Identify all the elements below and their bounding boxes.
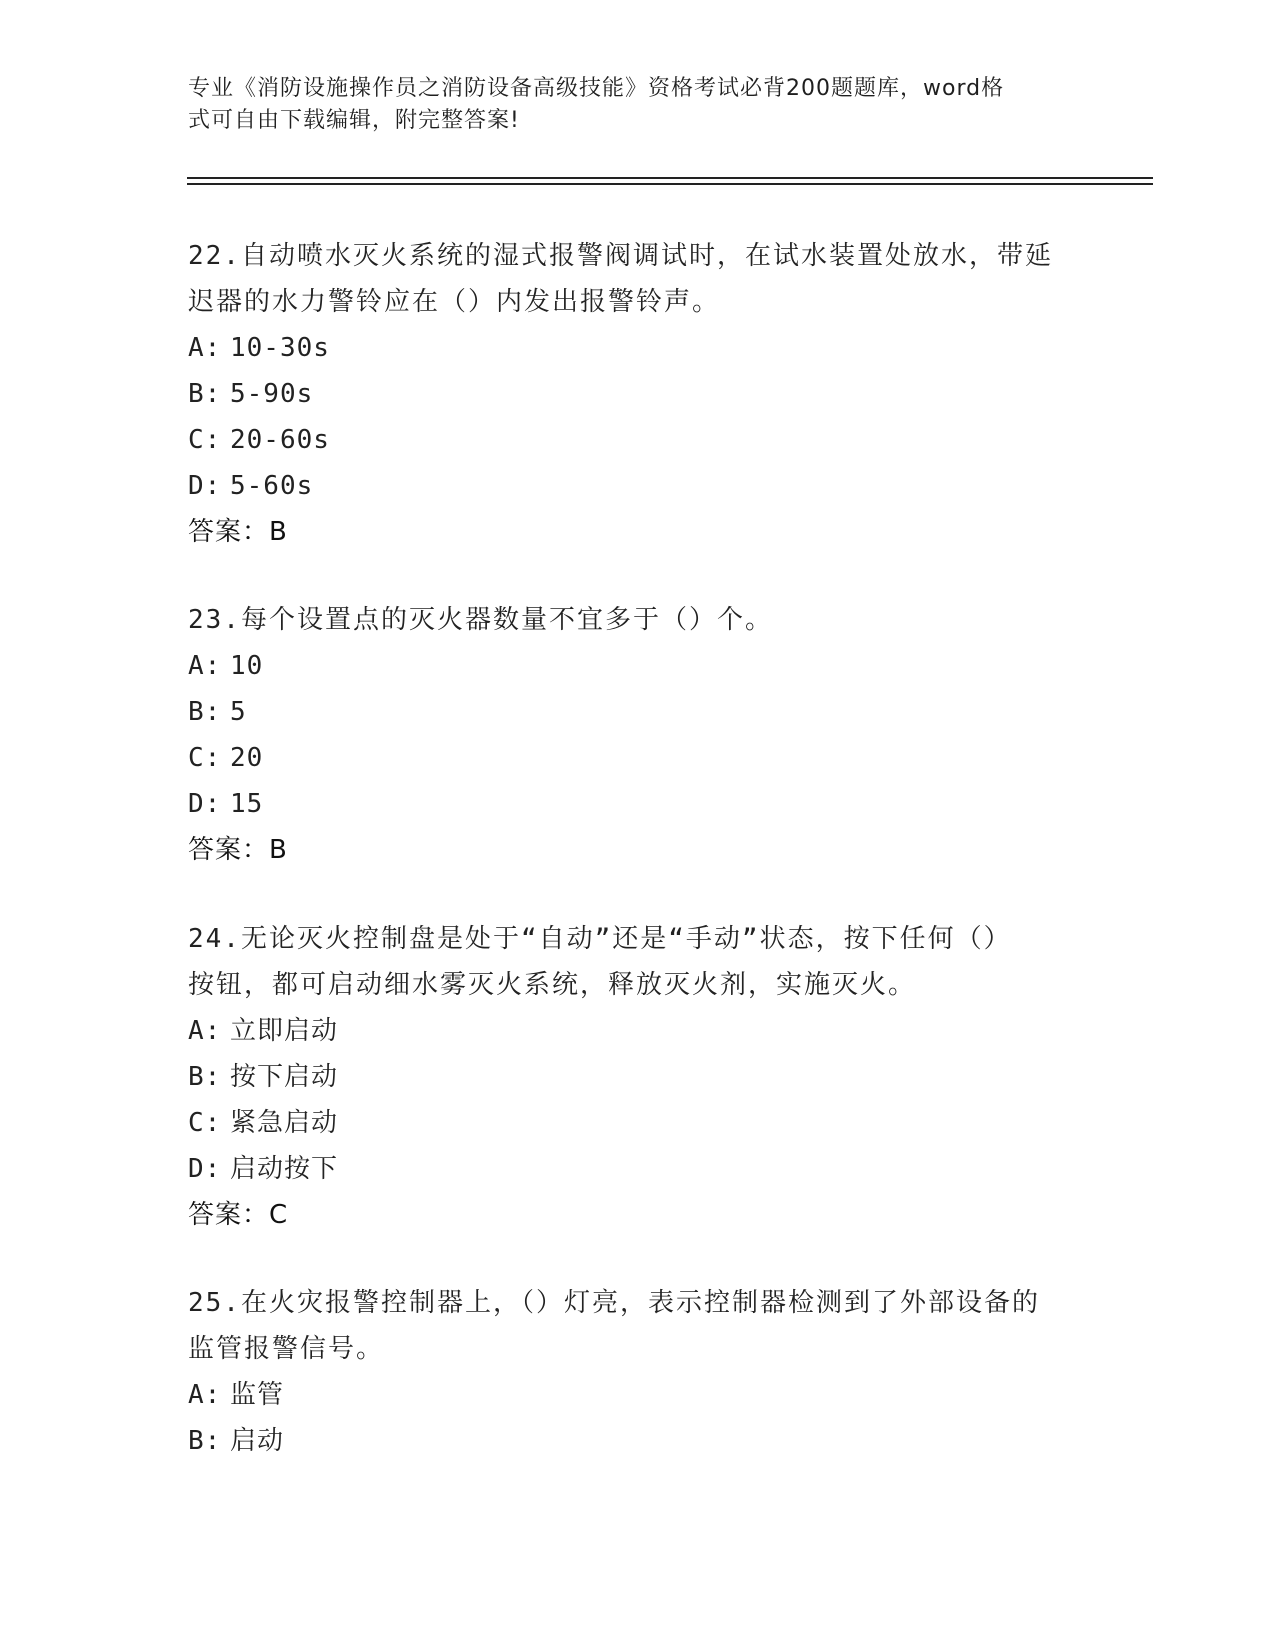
option-key: A: xyxy=(188,651,222,681)
option-c xyxy=(188,735,1088,781)
question-stem-line-2: 按钮，都可启动细水雾灭火系统，释放灭火剂，实施灭火。 xyxy=(188,970,917,1000)
option-key: B: xyxy=(188,379,222,409)
option-text: 启动按下 xyxy=(230,1154,339,1184)
header-divider-top xyxy=(187,177,1153,179)
option-d xyxy=(188,781,1088,827)
question-stem xyxy=(188,233,1088,325)
question-stem xyxy=(188,1280,1088,1372)
question-stem-line-2: 监管报警信号。 xyxy=(188,1334,385,1364)
question-stem-line-1: 25.在火灾报警控制器上，（）灯亮，表示控制器检测到了外部设备的 xyxy=(188,1288,1040,1318)
option-key: A: xyxy=(188,1016,222,1046)
option-key: B: xyxy=(188,697,222,727)
question-25 xyxy=(188,1280,1088,1464)
question-stem-line-1: 23.每个设置点的灭火器数量不宜多于（）个。 xyxy=(188,605,773,635)
question-22 xyxy=(188,233,1088,555)
answer-label: 答案：B xyxy=(188,517,288,547)
question-stem-line-2: 迟器的水力警铃应在（）内发出报警铃声。 xyxy=(188,287,721,317)
option-text: 按下启动 xyxy=(230,1062,339,1092)
option-text: 5 xyxy=(230,697,247,727)
option-text: 5-90s xyxy=(230,379,314,409)
question-stem-line-1: 24.无论灭火控制盘是处于“自动”还是“手动”状态，按下任何（） xyxy=(188,924,1012,954)
answer-label: 答案：C xyxy=(188,1200,289,1230)
question-24 xyxy=(188,916,1088,1238)
option-b xyxy=(188,371,1088,417)
option-text: 10 xyxy=(230,651,264,681)
option-key: D: xyxy=(188,1154,222,1184)
option-key: C: xyxy=(188,743,222,773)
option-b xyxy=(188,1054,1088,1100)
option-text: 立即启动 xyxy=(230,1016,339,1046)
option-key: D: xyxy=(188,789,222,819)
question-stem xyxy=(188,916,1088,1008)
option-a xyxy=(188,325,1088,371)
question-stem xyxy=(188,597,1088,643)
option-d xyxy=(188,463,1088,509)
option-key: C: xyxy=(188,425,222,455)
option-text: 紧急启动 xyxy=(230,1108,339,1138)
option-b xyxy=(188,1418,1088,1464)
option-c xyxy=(188,417,1088,463)
option-text: 监管 xyxy=(230,1380,285,1410)
option-c xyxy=(188,1100,1088,1146)
option-key: B: xyxy=(188,1062,222,1092)
option-d xyxy=(188,1146,1088,1192)
header-line-1: 专业《消防设施操作员之消防设备高级技能》资格考试必背200题题库，word格 xyxy=(188,76,1005,101)
option-key: B: xyxy=(188,1426,222,1456)
option-key: D: xyxy=(188,471,222,501)
question-stem-line-1: 22.自动喷水灭火系统的湿式报警阀调试时，在试水装置处放水，带延 xyxy=(188,241,1053,271)
option-a xyxy=(188,1372,1088,1418)
option-text: 5-60s xyxy=(230,471,314,501)
option-a xyxy=(188,643,1088,689)
option-key: A: xyxy=(188,333,222,363)
header-line-2: 式可自由下载编辑，附完整答案! xyxy=(188,108,520,133)
option-text: 15 xyxy=(230,789,264,819)
option-key: A: xyxy=(188,1380,222,1410)
option-text: 20 xyxy=(230,743,264,773)
option-text: 20-60s xyxy=(230,425,330,455)
option-b xyxy=(188,689,1088,735)
document-header xyxy=(188,73,1068,137)
option-text: 启动 xyxy=(230,1426,285,1456)
answer-label: 答案：B xyxy=(188,835,288,865)
header-divider-bottom xyxy=(187,183,1153,185)
option-a xyxy=(188,1008,1088,1054)
option-text: 10-30s xyxy=(230,333,330,363)
option-key: C: xyxy=(188,1108,222,1138)
question-23 xyxy=(188,597,1088,873)
